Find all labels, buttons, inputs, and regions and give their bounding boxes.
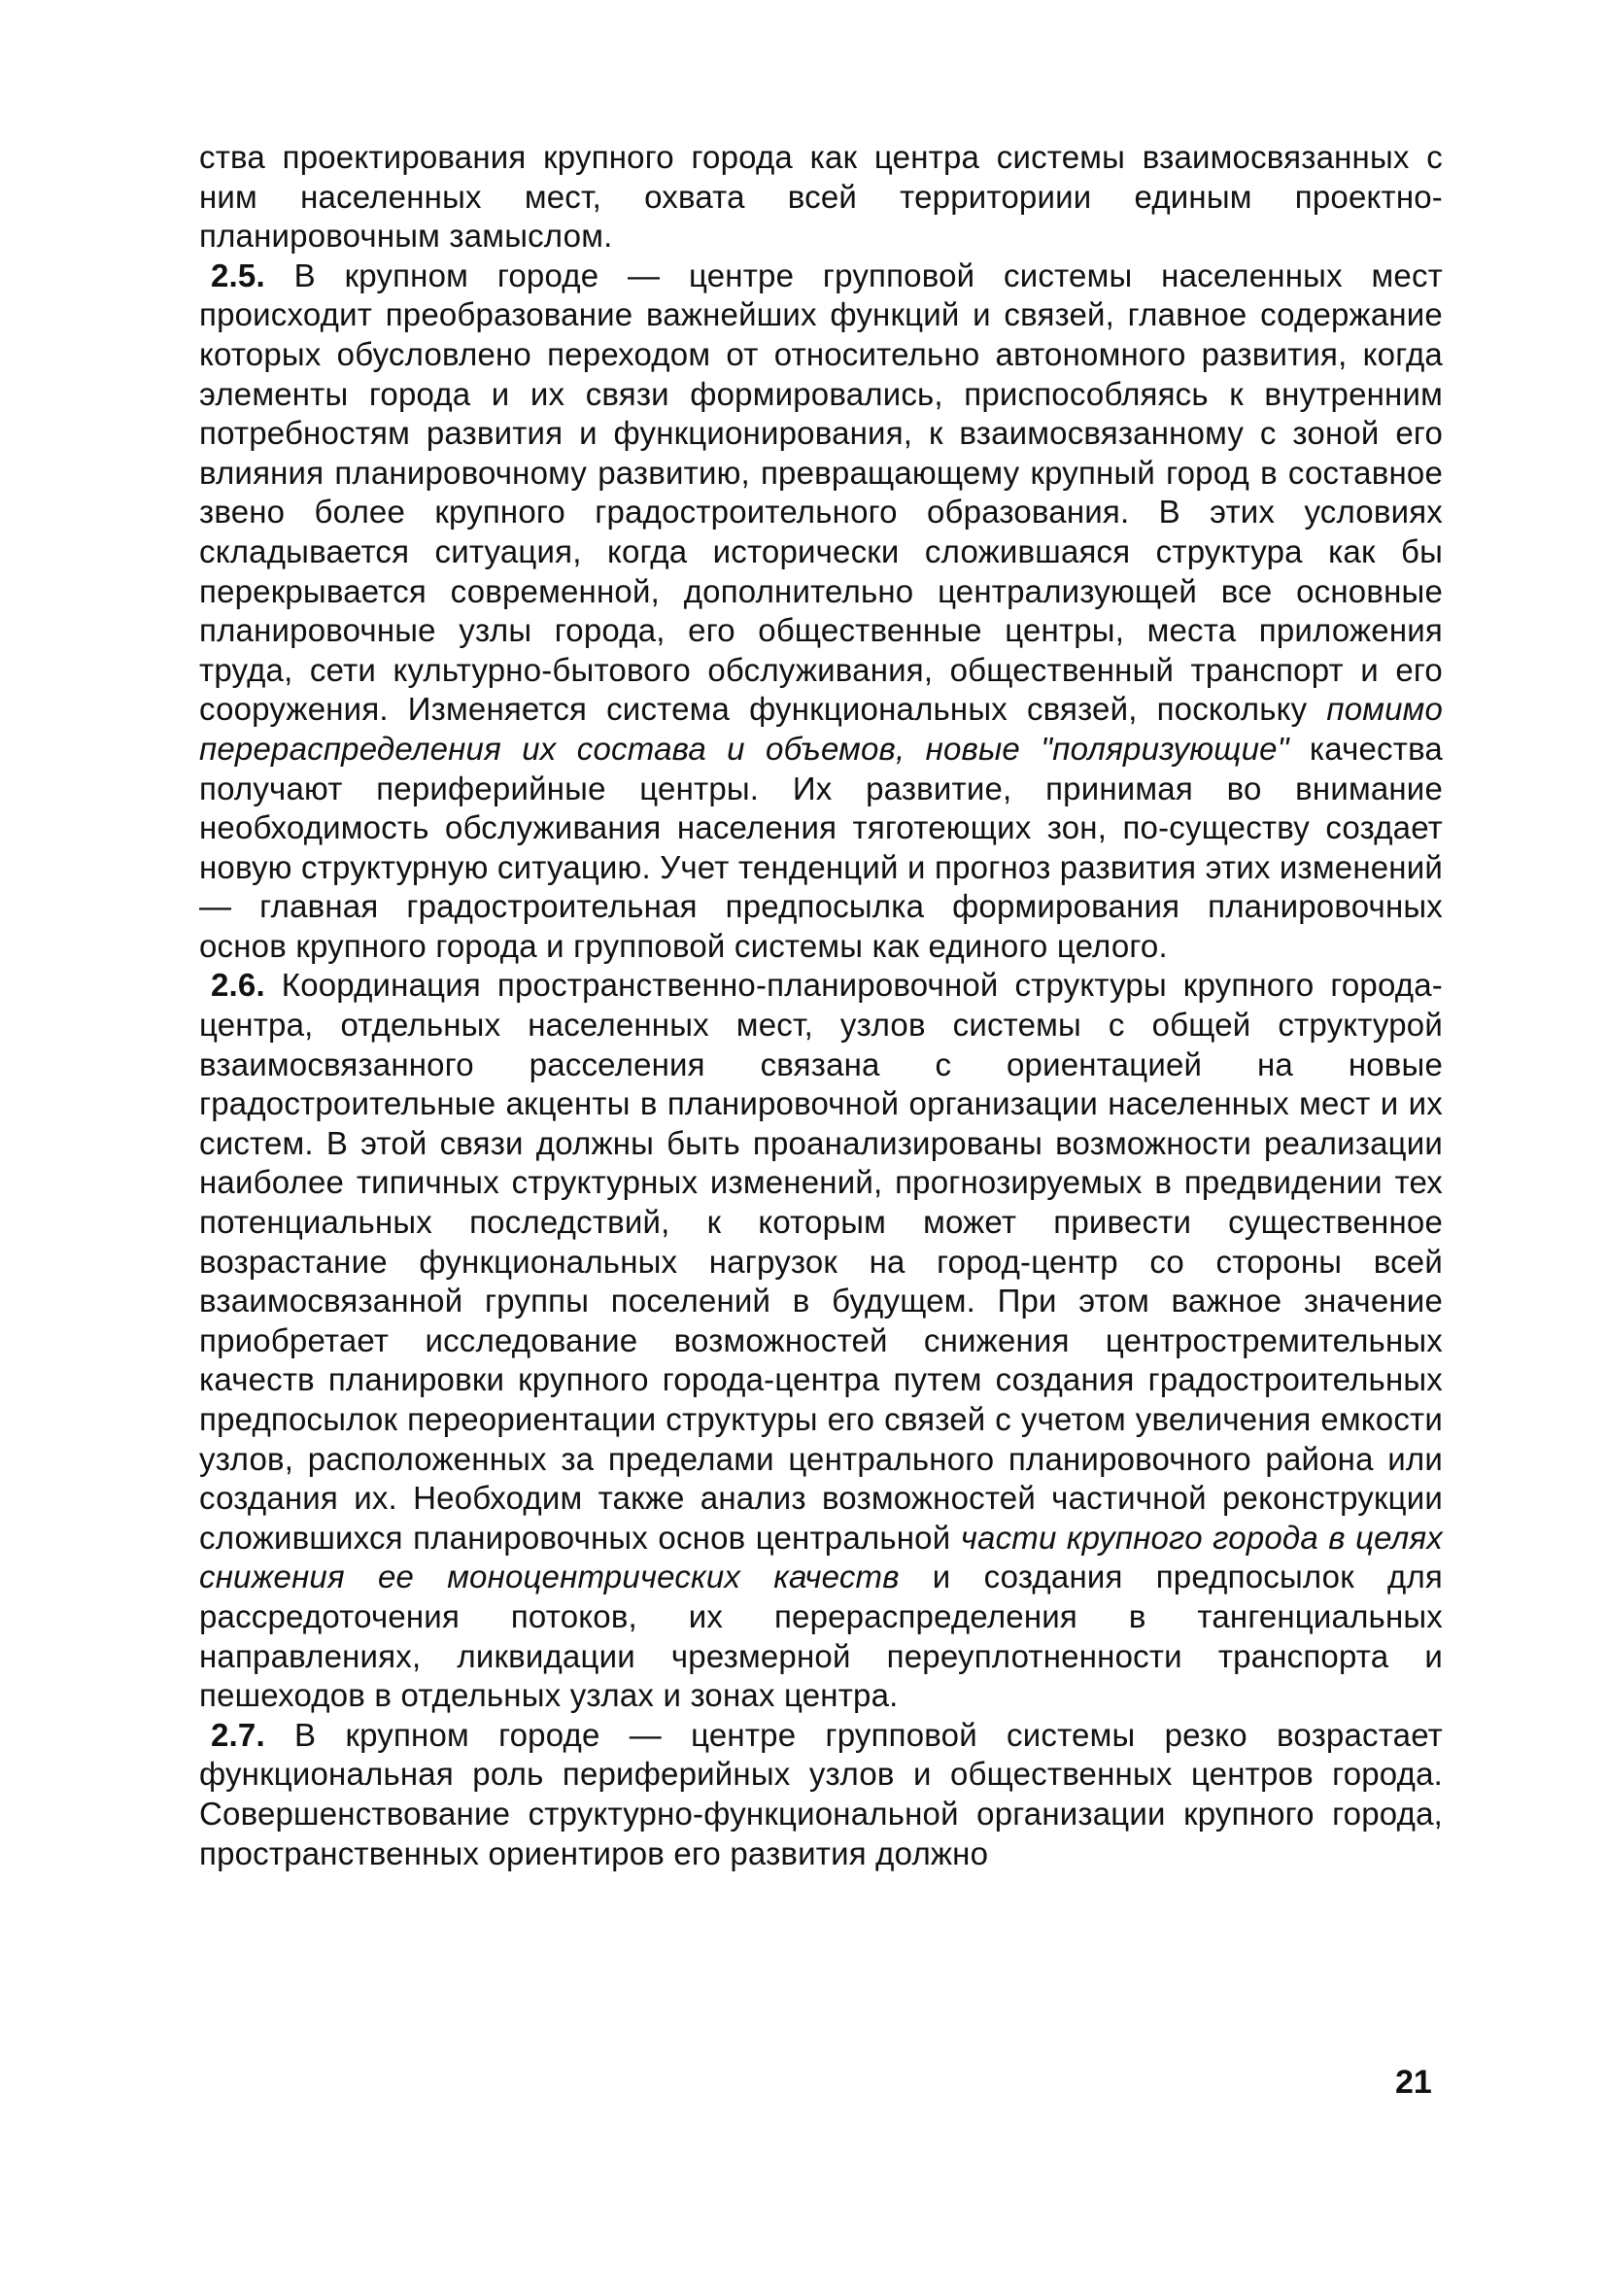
- paragraph-text: ства проектирования крупного города как центра системы взаимосвязанных с ним населенных мест, охвата всей территориии единым проектно-планировочным замыслом.: [199, 139, 1443, 255]
- section-2-7: [199, 1716, 1443, 1873]
- paragraph-text: В крупном городе — центре групповой системы населенных мест происходит преобразование важнейших функций и связей, главное содержание которых обусловлено переходом от относительно автономного развития, когда элементы города и их связи формировались, приспособляясь к внутренним потребностям развития и функционирования, к взаимосвязанному с зоной его влияния планировочному развитию, превращающему крупный город в составное звено более крупного градостроительного образования. В этих условиях складывается ситуация, когда исторически сложившаяся структура как бы перекрывается современной, дополнительно централизующей все основные планировочные узлы города, его общественные центры, места приложения труда, сети культурно-бытового обслуживания, общественный транспорт и его сооружения. Изменяется система функциональных связей, поскольку: [199, 257, 1443, 728]
- paragraph-italic-text: части крупного города в целях снижения ее моноцентрических качеств: [199, 1519, 1443, 1595]
- paragraph-text: Координация пространственно-планировочной структуры крупного города-центра, отдельных населенных мест, узлов системы с общей структурой взаимосвязанного расселения связана с ориентацией на новые градостроительные акценты в планировочной организации населенных мест и их систем. В этой связи должны быть проанализированы возможности реализации наиболее типичных структурных изменений, прогнозируемых в предвидении тех потенциальных последствий, к которым может привести существенное возрастание функциональных нагрузок на город-центр со стороны всей взаимосвязанной группы поселений в будущем. При этом важное значение приобретает исследование возможностей снижения центростремительных качеств планировки крупного города-центра путем создания градостроительных предпосылок переориентации структуры его связей с учетом увеличения емкости узлов, расположенных за пределами центрального планировочного района или создания их. Необходим также анализ возможностей частичной реконструкции сложившихся планировочных основ центральной: [199, 967, 1443, 1556]
- section-number: 2.5.: [211, 257, 265, 293]
- paragraph-continuation: [199, 138, 1443, 257]
- paragraph-text: качества получают периферийные центры. Их развитие, принимая во внимание необходимость обслуживания населения тяготеющих зон, по-существу создает новую структурную ситуацию. Учет тенденций и прогноз развития этих изменений — главная градостроительная предпосылка формирования планировочных основ крупного города и групповой системы как единого целого.: [199, 730, 1443, 964]
- page-number: 21: [1395, 2064, 1432, 2101]
- section-number: 2.7.: [211, 1716, 265, 1753]
- text-body: [199, 138, 1443, 1873]
- paragraph-italic-text: помимо перераспределения их состава и объемов, новые "поляризующие": [199, 691, 1443, 767]
- section-2-5: [199, 257, 1443, 967]
- paragraph-text: В крупном городе — центре групповой системы резко возрастает функциональная роль периферийных узлов и общественных центров города. Совершенствование структурно-функциональной организации крупного города, пространственных ориентиров его развития должно: [199, 1716, 1443, 1871]
- section-2-6: [199, 966, 1443, 1715]
- section-number: 2.6.: [211, 967, 265, 1004]
- paragraph-text: и создания предпосылок для рассредоточения потоков, их перераспределения в тангенциальных направлениях, ликвидации чрезмерной переуплотненности транспорта и пешеходов в отдельных узлах и зонах центра.: [199, 1559, 1444, 1714]
